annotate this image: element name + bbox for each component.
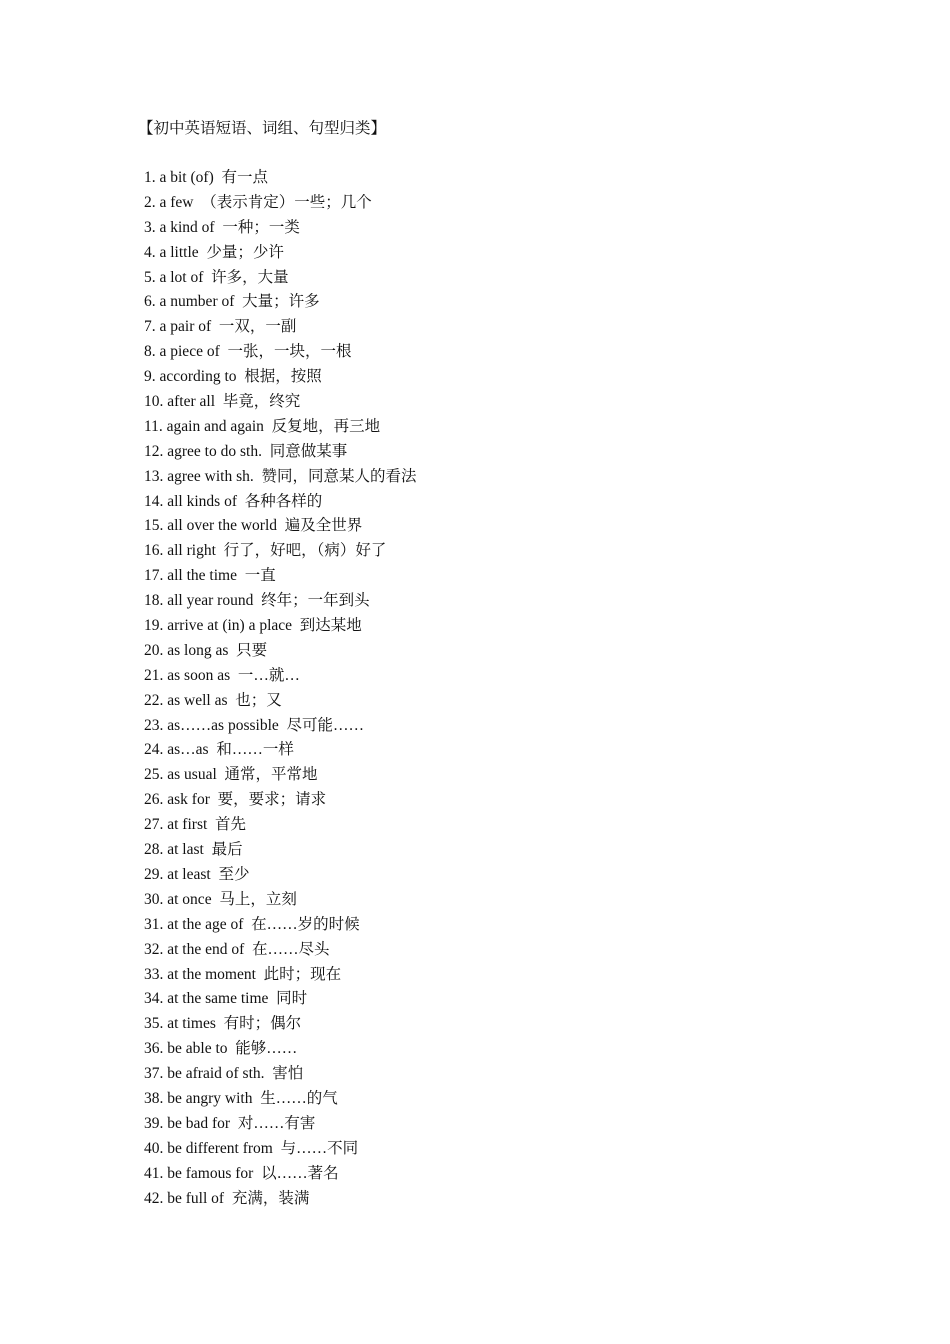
list-item: 10. after all 毕竟，终究 <box>144 393 301 411</box>
list-item: 1. a bit (of) 有一点 <box>144 169 268 186</box>
list-item: 9. according to 根据，按照 <box>144 368 322 386</box>
list-item: 40. be different from 与……不同 <box>144 1139 359 1157</box>
list-item: 17. all the time 一直 <box>144 567 276 585</box>
list-item: 41. be famous for 以……著名 <box>144 1164 339 1182</box>
list-item: 33. at the moment 此时；现在 <box>144 965 342 983</box>
list-item: 14. all kinds of 各种各样的 <box>144 492 323 510</box>
list-item: 38. be angry with 生……的气 <box>144 1089 338 1107</box>
list-item: 22. as well as 也；又 <box>144 691 282 709</box>
list-item: 3. a kind of 一种；一类 <box>144 218 300 236</box>
list-item: 36. be able to 能够…… <box>144 1040 298 1058</box>
list-item: 28. at last 最后 <box>144 841 243 859</box>
list-item: 11. again and again 反复地，再三地 <box>144 417 381 435</box>
list-item: 6. a number of 大量；许多 <box>144 293 320 311</box>
list-item: 29. at least 至少 <box>144 865 250 883</box>
list-item: 12. agree to do sth. 同意做某事 <box>144 442 348 460</box>
list-item: 24. as…as 和……一样 <box>144 741 294 759</box>
list-item: 42. be full of 充满，装满 <box>144 1189 310 1207</box>
phrase-list <box>144 166 417 1211</box>
list-item: 13. agree with sh. 赞同，同意某人的看法 <box>144 467 417 485</box>
list-item: 34. at the same time 同时 <box>144 990 308 1008</box>
list-item: 31. at the age of 在……岁的时候 <box>144 915 360 933</box>
list-item: 5. a lot of 许多，大量 <box>144 268 289 286</box>
list-item: 25. as usual 通常，平常地 <box>144 766 318 784</box>
document-title: 【初中英语短语、词组、句型归类】 <box>138 120 387 137</box>
list-item: 27. at first 首先 <box>144 816 247 834</box>
list-item: 35. at times 有时；偶尔 <box>144 1015 302 1033</box>
list-item: 8. a piece of 一张，一块，一根 <box>144 343 352 361</box>
list-item: 23. as……as possible 尽可能…… <box>144 716 365 734</box>
list-item: 37. be afraid of sth. 害怕 <box>144 1065 304 1083</box>
list-item: 21. as soon as 一…就… <box>144 666 300 684</box>
list-item: 7. a pair of 一双，一副 <box>144 318 297 336</box>
list-item: 2. a few （表示肯定）一些；几个 <box>144 193 372 211</box>
list-item: 26. ask for 要，要求；请求 <box>144 791 327 809</box>
list-item: 4. a little 少量；少许 <box>144 243 284 261</box>
list-item: 39. be bad for 对……有害 <box>144 1114 316 1132</box>
list-item: 19. arrive at (in) a place 到达某地 <box>144 617 362 635</box>
list-item: 18. all year round 终年；一年到头 <box>144 592 370 610</box>
list-item: 20. as long as 只要 <box>144 641 268 659</box>
list-item: 30. at once 马上，立刻 <box>144 890 297 908</box>
list-item: 15. all over the world 遍及全世界 <box>144 517 363 535</box>
list-item: 32. at the end of 在……尽头 <box>144 940 330 958</box>
list-item: 16. all right 行了，好吧，（病）好了 <box>144 542 387 560</box>
